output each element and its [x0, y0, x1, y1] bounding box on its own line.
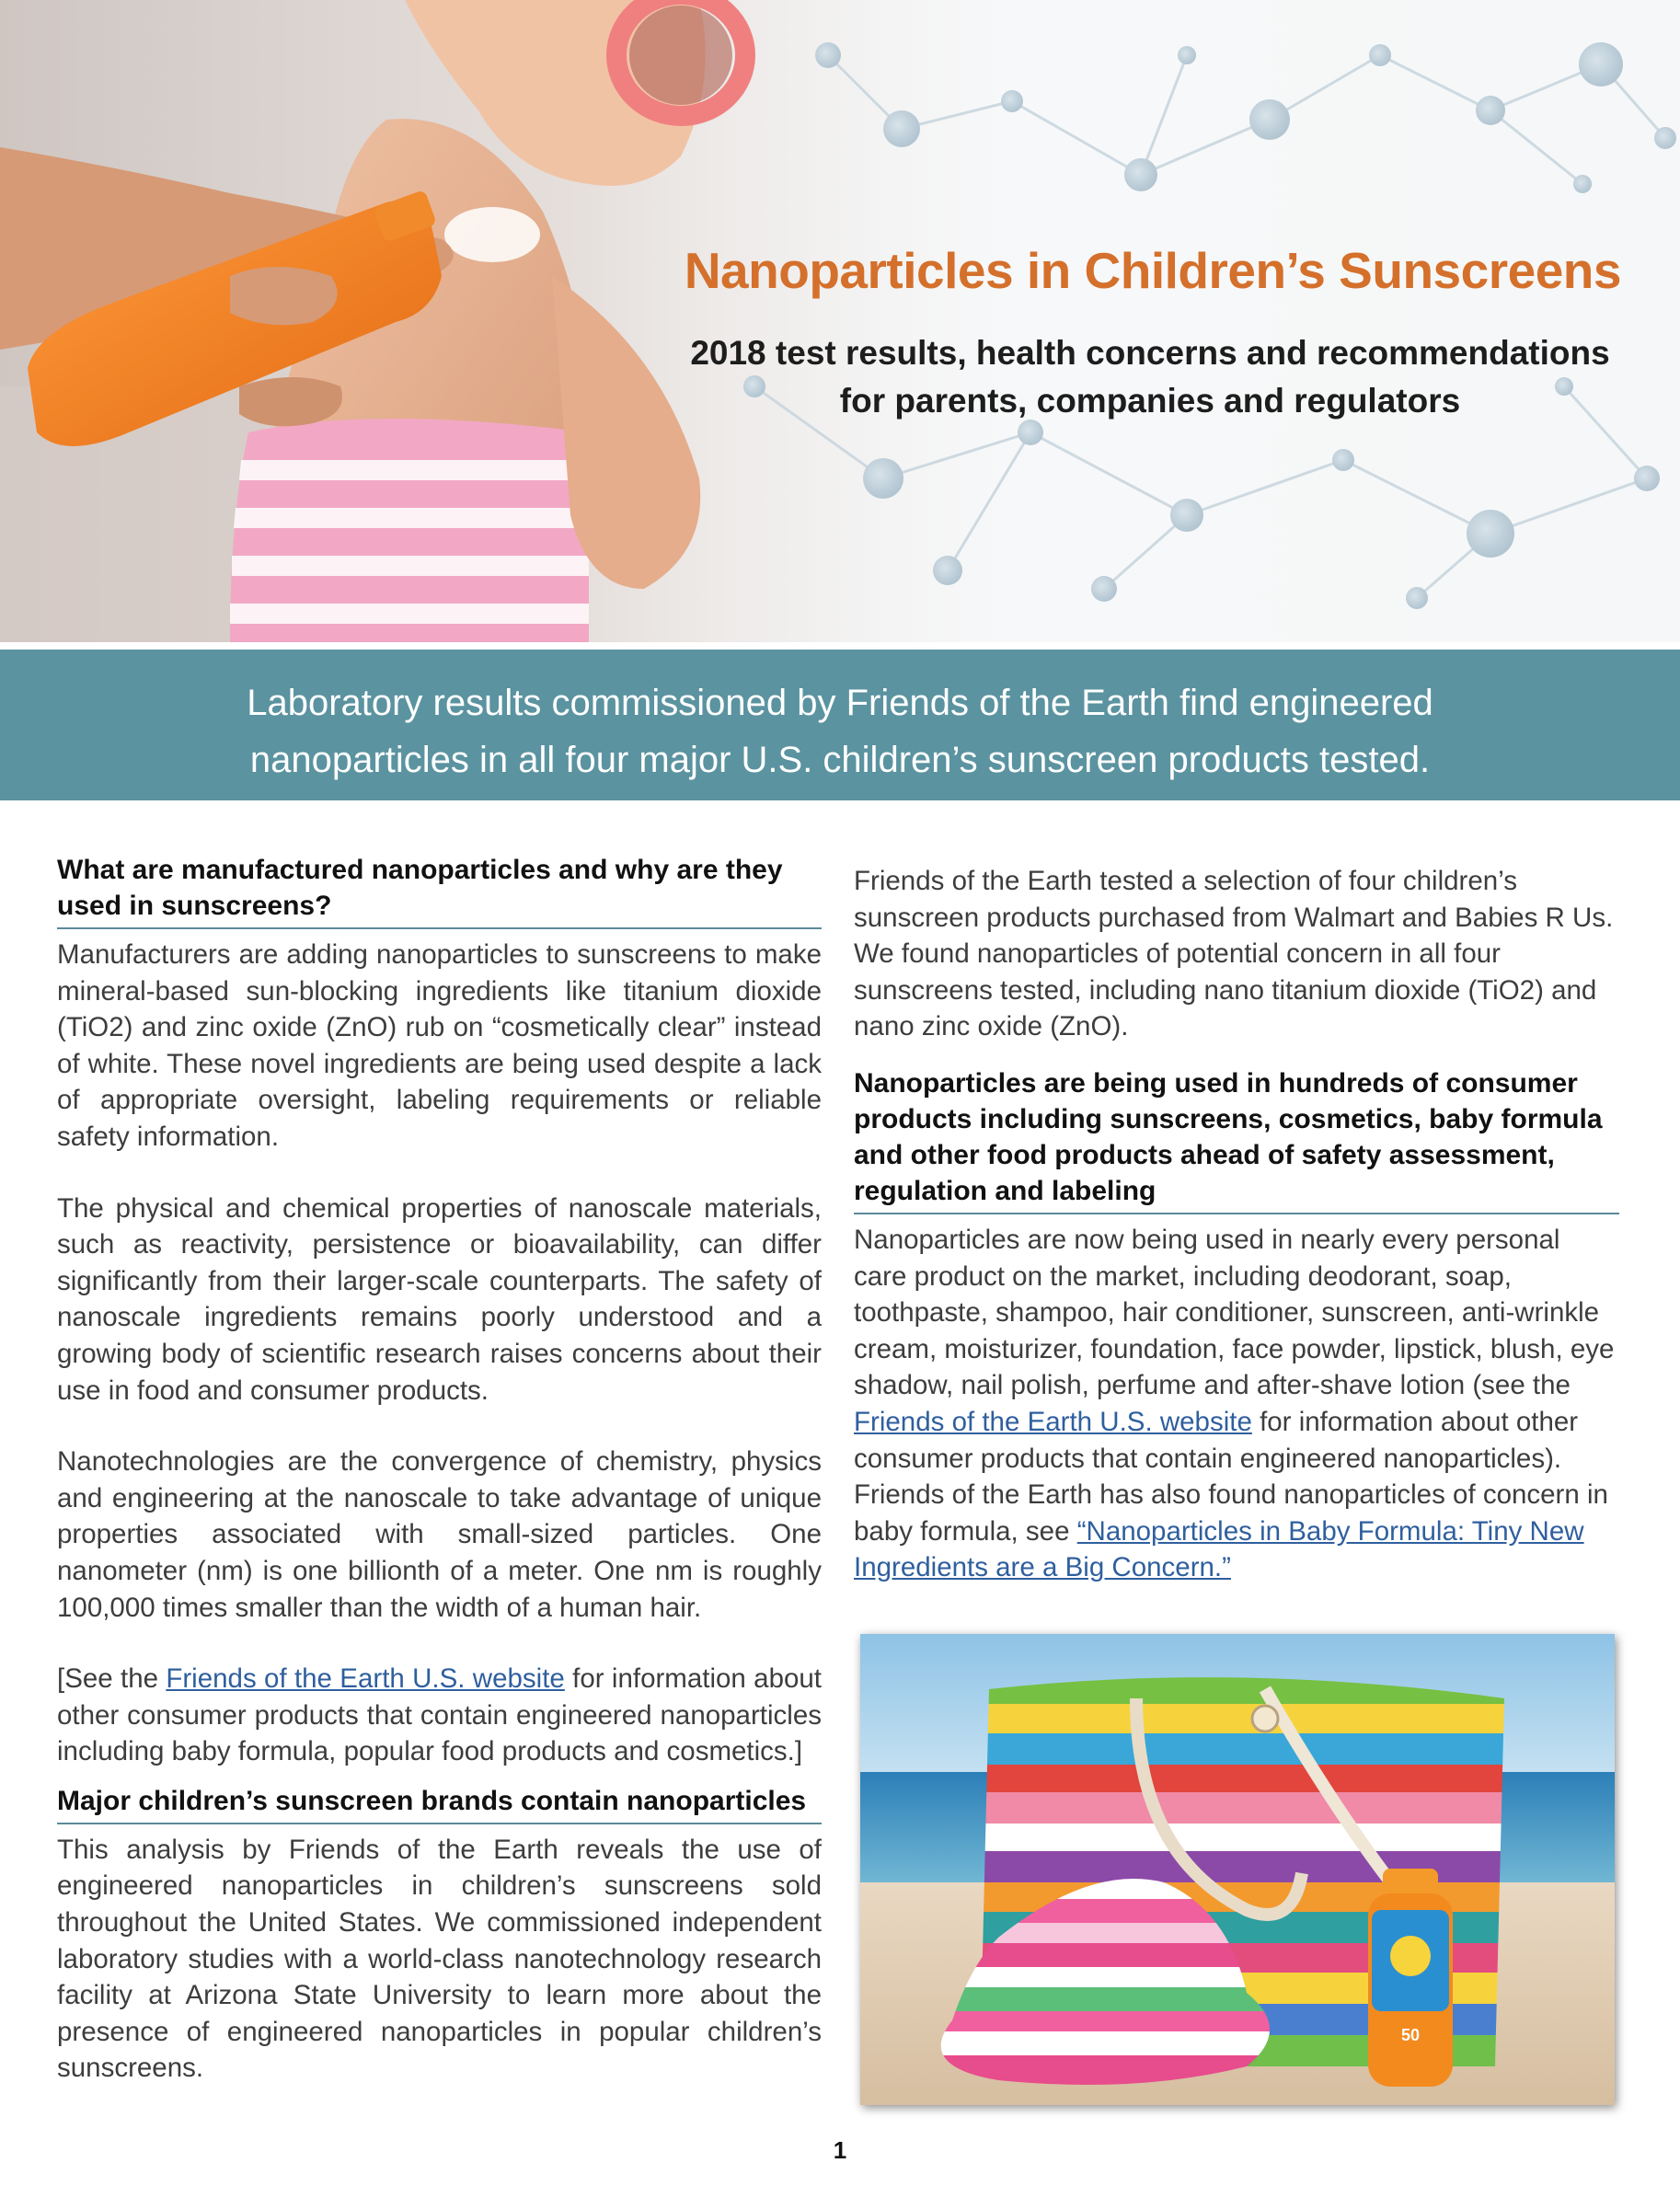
paragraph-personal-care	[854, 1222, 1619, 1586]
subtitle-line-1: 2018 test results, health concerns and recommendations	[690, 334, 1610, 372]
paragraph-nanotechnologies: Nanotechnologies are the convergence of chemistry, physics and engineering at the nanoscale to take advantage of unique properties associated with small-sized particles. One nanometer (nm) is one billionth of a meter. One nm is roughly 100,000 times smaller than the width of a human hair.	[57, 1446, 822, 1623]
summary-banner	[0, 650, 1680, 800]
section-heading-major-brands: Major children’s sunscreen brands contain nanoparticles	[57, 1783, 822, 1824]
beach-bag-photo	[860, 1634, 1615, 2105]
beach-bag-illustration	[860, 1634, 1615, 2105]
section-heading-what-are-nanoparticles: What are manufactured nanoparticles and why are they used in sunscreens?	[57, 852, 822, 929]
hero-photo-child-sunscreen	[0, 0, 1680, 642]
banner-line-2: nanoparticles in all four major U.S. children’s sunscreen products tested.	[249, 740, 1431, 780]
see-website-prefix: [See the	[57, 1663, 167, 1695]
hero-section	[0, 0, 1680, 642]
baby-formula-report-link[interactable]: “Nanoparticles in Baby Formula: Tiny New Ingredients are a Big Concern.”	[854, 1515, 1584, 1583]
section-heading-consumer-products: Nanoparticles are being used in hundreds of consumer products including sunscreens, cosmetics, baby formula and other food products ahead of safety assessment, regulation and labeling	[854, 1065, 1619, 1214]
page-subtitle	[681, 329, 1619, 425]
left-column	[57, 852, 822, 2087]
paragraph-tested-selection: Friends of the Earth tested a selection of four children’s sunscreen products purchased from Walmart and Babies R Us. We found nanoparticles of potential concern in all four sunscreens tested, including nano titanium dioxide (TiO2) and nano zinc oxide (ZnO).	[854, 866, 1614, 1042]
page-title: Nanoparticles in Children’s Sunscreens	[684, 242, 1621, 299]
page-number: 1	[833, 2136, 847, 2164]
bottle-spf-label: 50	[1400, 2026, 1421, 2044]
friends-of-earth-website-link-2[interactable]: Friends of the Earth U.S. website	[854, 1406, 1252, 1437]
friends-of-earth-website-link[interactable]: Friends of the Earth U.S. website	[166, 1663, 565, 1695]
subtitle-line-2: for parents, companies and regulators	[839, 382, 1461, 420]
paragraph-analysis: This analysis by Friends of the Earth reveals the use of engineered nanoparticles in children’s sunscreens sold throughout the United States. We commissioned independent laboratory studies with a world-class nanotechnology research facility at Arizona State University to learn more about the presence of engineered nanoparticles in popular children’s sunscreens.	[57, 1834, 822, 2084]
paragraph-manufacturers: Manufacturers are adding nanoparticles to sunscreens to make mineral-based sun-blocking ingredients like titanium dioxide (TiO2) and zinc oxide (ZnO) rub on “cosmetically clear” instead of white. These novel ingredients are being used despite a lack of appropriate oversight, labeling requirements or reliable safety information.	[57, 939, 822, 1152]
right-column	[854, 863, 1619, 1586]
see-website-suffix: for information about other consumer products that contain engineered nanoparticles including baby formula, popular food products and cosmetics.]	[57, 1663, 822, 1767]
paragraph-see-website	[57, 1661, 822, 1770]
personal-care-text: Nanoparticles are now being used in nearly every personal care product on the market, including deodorant, soap, toothpaste, shampoo, hair conditioner, sunscreen, anti-wrinkle cream, moisturizer, foundation, face powder, lipstick, blush, eye shadow, nail polish, perfume and after-shave lotion (see the	[854, 1224, 1615, 1401]
banner-line-1: Laboratory results commissioned by Friends of the Earth find engineered	[247, 683, 1433, 723]
paragraph-properties: The physical and chemical properties of nanoscale materials, such as reactivity, persistence or bioavailability, can differ significantly from their larger-scale counterparts. The safety of nanoscale ingredients remains poorly understood and a growing body of scientific research raises concerns about their use in food and consumer products.	[57, 1192, 822, 1406]
personal-care-text-middle: for information about other consumer products that contain engineered nanoparticles). Friends of the Earth has also found nanoparticles of concern in baby formula, see	[854, 1406, 1608, 1547]
